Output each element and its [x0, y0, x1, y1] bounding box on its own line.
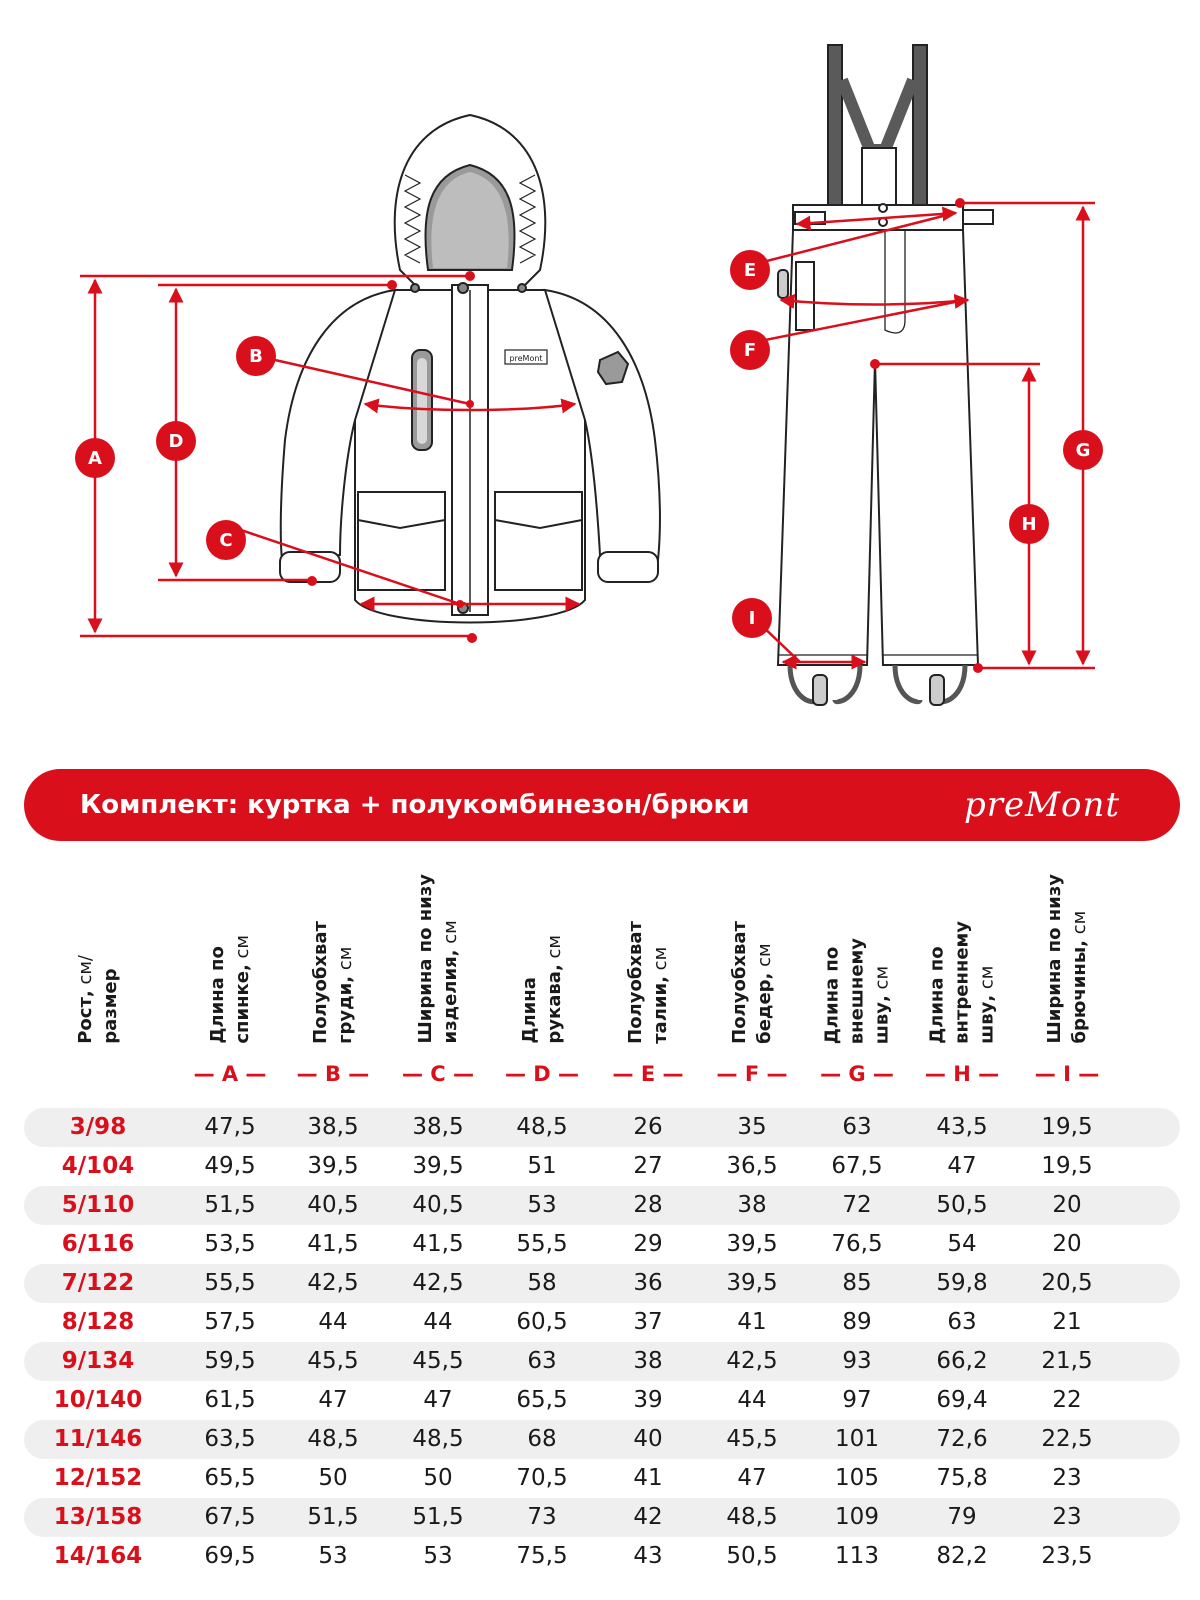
- value-cell: 105: [835, 1465, 879, 1491]
- table-row: [24, 1147, 1180, 1186]
- column-header-7: [797, 868, 917, 1044]
- jacket-drawing: [280, 115, 660, 623]
- column-header-4: [482, 868, 602, 1044]
- table-row: [24, 1108, 1180, 1147]
- value-cell: 59,8: [936, 1270, 988, 1296]
- table-row: [24, 1420, 1180, 1459]
- value-cell: 82,2: [936, 1543, 988, 1569]
- value-cell: 41: [737, 1309, 767, 1335]
- value-cell: 42,5: [412, 1270, 464, 1296]
- label-h: H: [1021, 514, 1037, 535]
- table-row: [24, 1537, 1180, 1576]
- value-cell: 23: [1052, 1504, 1082, 1530]
- value-cell: 109: [835, 1504, 879, 1530]
- size-cell: 3/98: [69, 1114, 127, 1140]
- banner-title: Комплект: куртка + полукомбинезон/брюки: [80, 790, 750, 820]
- value-cell: 51,5: [307, 1504, 359, 1530]
- column-header-label: Ширина по низу изделия, см: [415, 874, 461, 1044]
- value-cell: 113: [835, 1543, 879, 1569]
- value-cell: 35: [737, 1114, 767, 1140]
- size-cell: 6/116: [61, 1231, 135, 1257]
- jacket-badge-text: preMont: [509, 354, 543, 363]
- value-cell: 47: [423, 1387, 453, 1413]
- value-cell: 39,5: [412, 1153, 464, 1179]
- value-cell: 19,5: [1041, 1153, 1093, 1179]
- value-cell: 51,5: [412, 1504, 464, 1530]
- size-cell: 5/110: [61, 1192, 135, 1218]
- value-cell: 20: [1052, 1192, 1082, 1218]
- value-cell: 63,5: [204, 1426, 256, 1452]
- label-i-badge: [732, 598, 772, 638]
- value-cell: 53,5: [204, 1231, 256, 1257]
- value-cell: 48,5: [726, 1504, 778, 1530]
- value-cell: 59,5: [204, 1348, 256, 1374]
- value-cell: 66,2: [936, 1348, 988, 1374]
- table-row: [24, 1342, 1180, 1381]
- column-header-6: [692, 868, 812, 1044]
- value-cell: 53: [527, 1192, 557, 1218]
- column-header-label: Длина по внтреннему шву, см: [926, 921, 998, 1044]
- value-cell: 89: [842, 1309, 872, 1335]
- table-row: [24, 1498, 1180, 1537]
- value-cell: 75,5: [516, 1543, 568, 1569]
- label-b: B: [249, 346, 263, 367]
- value-cell: 51,5: [204, 1192, 256, 1218]
- size-diagram: [0, 0, 1200, 740]
- value-cell: 29: [633, 1231, 663, 1257]
- value-cell: 28: [633, 1192, 663, 1218]
- value-cell: 38: [737, 1192, 767, 1218]
- value-cell: 23: [1052, 1465, 1082, 1491]
- value-cell: 44: [737, 1387, 767, 1413]
- value-cell: 53: [423, 1543, 453, 1569]
- value-cell: 50: [423, 1465, 453, 1491]
- value-cell: 42,5: [307, 1270, 359, 1296]
- value-cell: 26: [633, 1114, 663, 1140]
- size-cell: 12/152: [53, 1465, 143, 1491]
- value-cell: 22: [1052, 1387, 1082, 1413]
- value-cell: 38: [633, 1348, 663, 1374]
- column-letter: — F —: [716, 1062, 788, 1086]
- size-cell: 10/140: [53, 1387, 143, 1413]
- label-c-badge: [206, 520, 246, 560]
- value-cell: 20,5: [1041, 1270, 1093, 1296]
- value-cell: 27: [633, 1153, 663, 1179]
- value-cell: 65,5: [516, 1387, 568, 1413]
- table-row: [24, 1186, 1180, 1225]
- column-header-label: Длина по внешнему шву, см: [821, 937, 893, 1044]
- column-header-5: [588, 868, 708, 1044]
- column-header-label: Длина по спинке, см: [207, 935, 253, 1044]
- value-cell: 40: [633, 1426, 663, 1452]
- value-cell: 63: [527, 1348, 557, 1374]
- value-cell: 36,5: [726, 1153, 778, 1179]
- value-cell: 72: [842, 1192, 872, 1218]
- column-letter: — B —: [296, 1062, 370, 1086]
- value-cell: 45,5: [726, 1426, 778, 1452]
- value-cell: 44: [318, 1309, 348, 1335]
- value-cell: 49,5: [204, 1153, 256, 1179]
- column-header-label: Рост, см/ размер: [75, 955, 121, 1044]
- column-letter: — A —: [193, 1062, 267, 1086]
- label-h-badge: [1009, 504, 1049, 544]
- value-cell: 63: [947, 1309, 977, 1335]
- label-c: C: [219, 530, 233, 551]
- value-cell: 54: [947, 1231, 977, 1257]
- column-header-8: [902, 868, 1022, 1044]
- size-cell: 7/122: [61, 1270, 135, 1296]
- value-cell: 41,5: [412, 1231, 464, 1257]
- value-cell: 61,5: [204, 1387, 256, 1413]
- column-letter: — C —: [401, 1062, 475, 1086]
- value-cell: 21: [1052, 1309, 1082, 1335]
- column-letter: — D —: [504, 1062, 580, 1086]
- label-a: A: [88, 448, 102, 469]
- value-cell: 79: [947, 1504, 977, 1530]
- column-header-label: Полуобхват талии, см: [625, 921, 671, 1044]
- column-header-label: Длина рукава, см: [519, 935, 565, 1044]
- pants-drawing: [778, 45, 993, 705]
- value-cell: 40,5: [307, 1192, 359, 1218]
- value-cell: 38,5: [412, 1114, 464, 1140]
- column-header-1: [170, 868, 290, 1044]
- value-cell: 97: [842, 1387, 872, 1413]
- column-letter: — I —: [1034, 1062, 1100, 1086]
- label-d-badge: [156, 421, 196, 461]
- value-cell: 47: [947, 1153, 977, 1179]
- value-cell: 47,5: [204, 1114, 256, 1140]
- value-cell: 63: [842, 1114, 872, 1140]
- size-cell: 14/164: [53, 1543, 143, 1569]
- column-header-label: Полуобхват груди, см: [310, 921, 356, 1044]
- label-g-badge: [1063, 430, 1103, 470]
- value-cell: 55,5: [204, 1270, 256, 1296]
- value-cell: 22,5: [1041, 1426, 1093, 1452]
- column-header-0: [38, 868, 158, 1044]
- value-cell: 58: [527, 1270, 557, 1296]
- value-cell: 65,5: [204, 1465, 256, 1491]
- column-header-label: Ширина по низу брючины, см: [1044, 874, 1090, 1044]
- value-cell: 69,4: [936, 1387, 988, 1413]
- value-cell: 47: [737, 1465, 767, 1491]
- value-cell: 51: [527, 1153, 557, 1179]
- value-cell: 43: [633, 1543, 663, 1569]
- value-cell: 45,5: [307, 1348, 359, 1374]
- value-cell: 23,5: [1041, 1543, 1093, 1569]
- value-cell: 67,5: [831, 1153, 883, 1179]
- label-f-badge: [730, 330, 770, 370]
- label-i: I: [748, 608, 756, 629]
- size-cell: 8/128: [61, 1309, 135, 1335]
- value-cell: 21,5: [1041, 1348, 1093, 1374]
- size-table: [24, 1108, 1180, 1576]
- value-cell: 44: [423, 1309, 453, 1335]
- value-cell: 53: [318, 1543, 348, 1569]
- value-cell: 93: [842, 1348, 872, 1374]
- value-cell: 47: [318, 1387, 348, 1413]
- column-letter: — G —: [820, 1062, 894, 1086]
- value-cell: 50,5: [726, 1543, 778, 1569]
- value-cell: 76,5: [831, 1231, 883, 1257]
- value-cell: 41,5: [307, 1231, 359, 1257]
- value-cell: 55,5: [516, 1231, 568, 1257]
- value-cell: 50: [318, 1465, 348, 1491]
- value-cell: 75,8: [936, 1465, 988, 1491]
- label-g: G: [1075, 440, 1091, 461]
- value-cell: 57,5: [204, 1309, 256, 1335]
- label-e-badge: [730, 250, 770, 290]
- value-cell: 45,5: [412, 1348, 464, 1374]
- value-cell: 101: [835, 1426, 879, 1452]
- column-header-label: Полуобхват бедер, см: [729, 921, 775, 1044]
- value-cell: 36: [633, 1270, 663, 1296]
- value-cell: 20: [1052, 1231, 1082, 1257]
- table-row: [24, 1381, 1180, 1420]
- value-cell: 72,6: [936, 1426, 988, 1452]
- value-cell: 48,5: [307, 1426, 359, 1452]
- label-f: F: [743, 340, 757, 361]
- value-cell: 39: [633, 1387, 663, 1413]
- table-row: [24, 1459, 1180, 1498]
- value-cell: 68: [527, 1426, 557, 1452]
- column-header-2: [273, 868, 393, 1044]
- column-letter: — H —: [924, 1062, 1000, 1086]
- column-letter: — E —: [612, 1062, 684, 1086]
- table-row: [24, 1264, 1180, 1303]
- value-cell: 43,5: [936, 1114, 988, 1140]
- label-e: E: [743, 260, 757, 281]
- value-cell: 39,5: [726, 1270, 778, 1296]
- column-header-9: [1007, 868, 1127, 1044]
- size-cell: 4/104: [61, 1153, 135, 1179]
- column-header-3: [378, 868, 498, 1044]
- value-cell: 69,5: [204, 1543, 256, 1569]
- value-cell: 60,5: [516, 1309, 568, 1335]
- value-cell: 19,5: [1041, 1114, 1093, 1140]
- value-cell: 85: [842, 1270, 872, 1296]
- size-cell: 13/158: [53, 1504, 143, 1530]
- label-d: D: [168, 431, 184, 452]
- brand-logo: preMont: [964, 785, 1120, 825]
- size-cell: 11/146: [53, 1426, 143, 1452]
- value-cell: 42,5: [726, 1348, 778, 1374]
- value-cell: 38,5: [307, 1114, 359, 1140]
- label-a-badge: [75, 438, 115, 478]
- size-cell: 9/134: [61, 1348, 135, 1374]
- value-cell: 37: [633, 1309, 663, 1335]
- value-cell: 40,5: [412, 1192, 464, 1218]
- table-row: [24, 1225, 1180, 1264]
- value-cell: 42: [633, 1504, 663, 1530]
- value-cell: 41: [633, 1465, 663, 1491]
- value-cell: 67,5: [204, 1504, 256, 1530]
- set-title-banner: [24, 769, 1180, 841]
- value-cell: 39,5: [307, 1153, 359, 1179]
- label-b-badge: [236, 336, 276, 376]
- table-row: [24, 1303, 1180, 1342]
- value-cell: 48,5: [412, 1426, 464, 1452]
- value-cell: 48,5: [516, 1114, 568, 1140]
- value-cell: 73: [527, 1504, 557, 1530]
- value-cell: 39,5: [726, 1231, 778, 1257]
- value-cell: 70,5: [516, 1465, 568, 1491]
- value-cell: 50,5: [936, 1192, 988, 1218]
